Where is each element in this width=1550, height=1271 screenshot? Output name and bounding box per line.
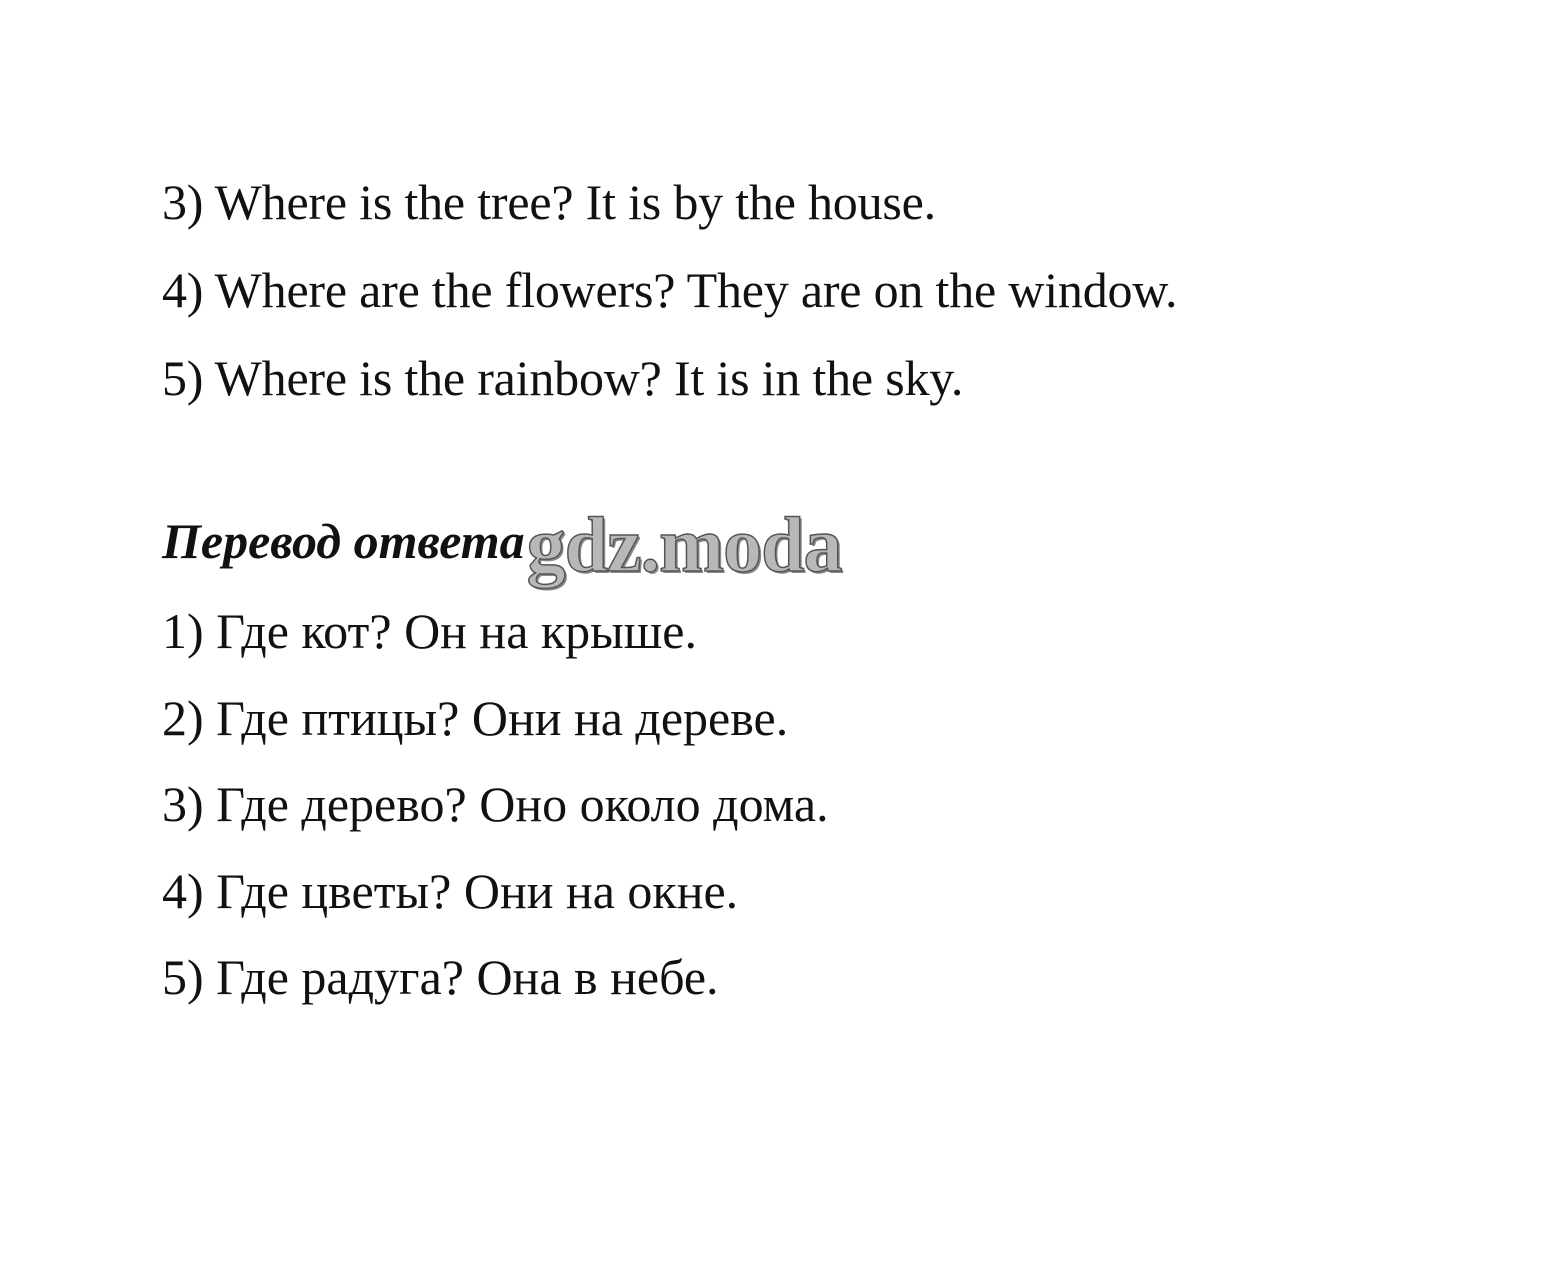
translation-heading: Перевод ответа xyxy=(162,513,525,569)
answer-line: 4) Where are the flowers? They are on the window. xyxy=(162,262,1178,318)
watermark-logo: gdz.moda xyxy=(526,501,842,588)
translation-heading-row xyxy=(162,501,842,588)
translation-line: 4) Где цветы? Они на окне. xyxy=(162,862,739,919)
translation-line: 2) Где птицы? Они на дереве. xyxy=(162,689,789,746)
answer-line: 5) Where is the rainbow? It is in the sky. xyxy=(162,350,964,406)
russian-translation xyxy=(162,588,829,1021)
english-answers xyxy=(162,158,1177,422)
translation-line: 1) Где кот? Он на крыше. xyxy=(162,603,697,659)
translation-line: 5) Где радуга? Она в небе. xyxy=(162,949,719,1005)
translation-line: 3) Где дерево? Оно около дома. xyxy=(162,776,829,832)
answer-line: 3) Where is the tree? It is by the house. xyxy=(162,174,936,230)
